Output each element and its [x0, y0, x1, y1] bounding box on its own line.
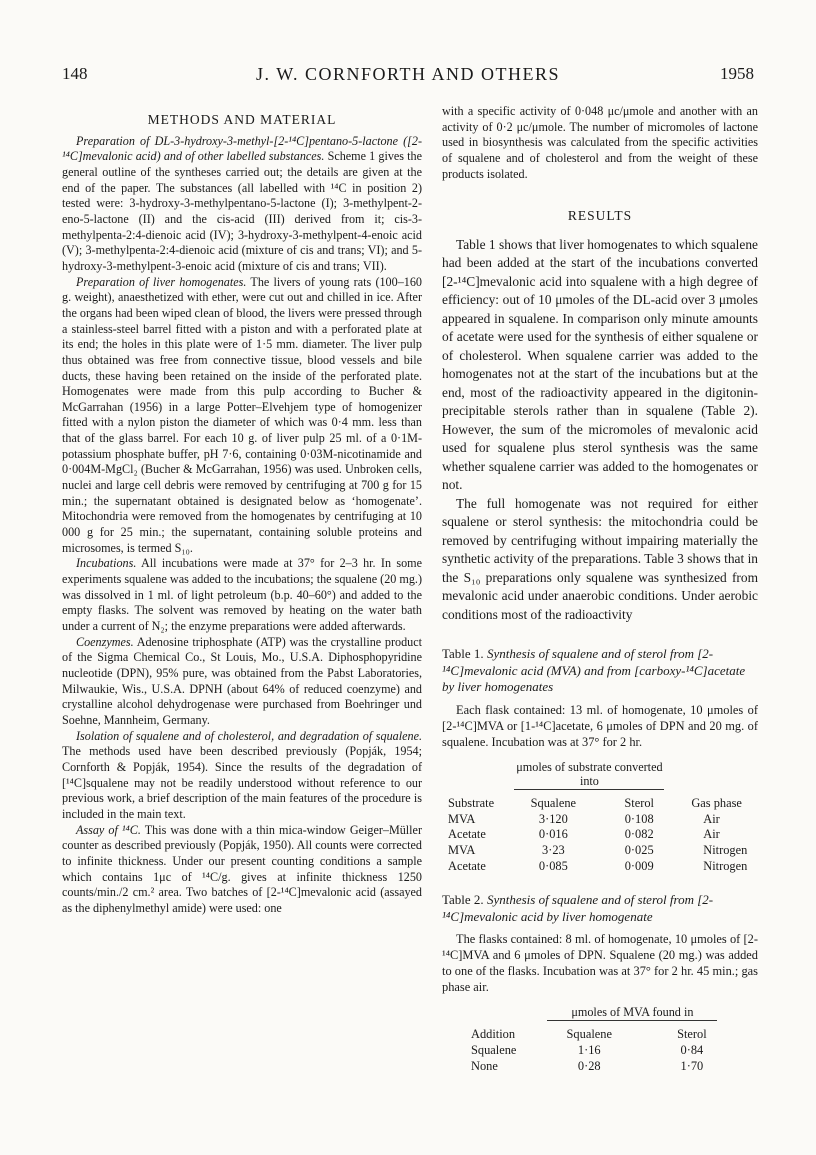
right-column — [442, 104, 758, 1074]
table-row: Squalene 1·16 0·84 — [471, 1042, 704, 1057]
paragraph: Preparation of DL-3-hydroxy-3-methyl-[2-¹⁴C]pentano-5-lactone ([2-¹⁴C]mevalonic acid) and of other labelled substances. Scheme 1 gives the general outline of the syntheses carried out; the details are given at the end of the paper. The substances (all labelled with ¹⁴C in position 2) tested were: 3-hydroxy-3-methylpentano-5-lactone (I); 3-methylpent-2-eno-5-lactone (II) and the cis-acid (III) derived from it; cis-3-methylpenta-2:4-dienoic acid (IV); 3-hydroxy-3-methylpent-4-enoic acid (V); 3-methylpenta-2:4-dienoic acid (mixture of cis and trans; VI); and 5-hydroxy-3-methylpent-3-enoic acid (mixture of cis and trans; VII). — [62, 133, 422, 273]
paragraph: Table 1 shows that liver homogenates to which squalene had been added at the start of the incubations converted [2-¹⁴C]mevalonic acid into squalene with a high degree of efficiency: out of 10 μmoles of the DL-acid over 3 μmoles appeared in squalene. In comparison only minute amounts of acetate were used for the synthesis of either squalene or of cholesterol. When squalene carrier was added to the homogenates not at the start of the incubations but at the end, most of the radioactivity appeared in the digitonin-precipitable sterols rather than in squalene (Table 2). However, the sum of the micromoles of mevalonic acid used for squalene plus sterol synthesis was the same whether squalene carrier was added to the homogenates or not. — [442, 236, 758, 493]
table-row: None 0·28 1·70 — [471, 1058, 704, 1073]
table-row: MVA 3·120 0·108 Air — [448, 811, 720, 826]
table-2 — [442, 892, 758, 1074]
page-number: 148 — [62, 64, 88, 83]
table-2-grid — [465, 1005, 735, 1074]
table-1-grid — [442, 760, 758, 874]
left-column — [62, 104, 422, 916]
paragraph: The full homogenate was not required for either squalene or sterol synthesis: the mitochondria could be removed by centrifuging without impairing materially the synthetic activity of the preparations. Table 3 shows that in the S₁₀ preparations only squalene was synthesized from mevalonic acid under anaerobic conditions. Under aerobic conditions most of the radioactivity — [442, 495, 758, 622]
table-row: MVA 3·23 0·025 Nitrogen — [448, 842, 748, 857]
table-1-note: Each flask contained: 13 ml. of homogenate, 10 μmoles of [2-¹⁴C]MVA or [1-¹⁴C]acetate, 6 μmoles of DPN and 20 mg. of squalene. Incubation was at 37° for 2 hr. — [442, 702, 758, 749]
table-header-row: Substrate Squalene Sterol Gas phase — [448, 795, 742, 810]
table-2-note: The flasks contained: 8 ml. of homogenate, 10 μmoles of [2-¹⁴C]MVA and 6 μmoles of DPN. Squalene (20 mg.) was added to one of the flasks. Incubation was at 37° for 2 hr. 45 min.; gas phase air. — [442, 932, 758, 995]
paragraph: Incubations. All incubations were made at 37° for 2–3 hr. In some experiments squalene was added to the incubations; the squalene (20 mg.) was dissolved in 1 ml. of light petroleum (b.p. 40–60°) and added to the empty flasks. The solvent was removed by heating on the water bath under a current of N₂; the enzyme preparations were added afterwards. — [62, 556, 422, 633]
continued-paragraph: with a specific activity of 0·048 μc/μmole and another with an activity of 0·2 μc/μmole. The number of micromoles of lactone used in biosynthesis was calculated from the specific activities of squalene and of cholesterol and from the weight of these products isolated. — [442, 104, 758, 181]
table-row: Acetate 0·085 0·009 Nitrogen — [448, 858, 748, 873]
paragraph: Assay of ¹⁴C. This was done with a thin mica-window Geiger–Müller counter as described previously (Popják, 1950). All counts were corrected to infinite thickness. Under our present counting conditions a sample which contains 1μc of ¹⁴C/g. gives at infinite thickness 1250 counts/min./2 cm.² area. Two batches of [2-¹⁴C]mevalonic acid (assayed as the diphenylmethyl amide) were used: one — [62, 822, 422, 915]
running-title: J. W. CORNFORTH AND OTHERS — [256, 64, 560, 84]
table-row: Acetate 0·016 0·082 Air — [448, 827, 720, 842]
table-2-caption: Table 2. Synthesis of squalene and of sterol from [2-¹⁴C]mevalonic acid by liver homogenate — [442, 892, 714, 924]
results-section — [442, 208, 758, 624]
paragraph: Isolation of squalene and of cholesterol, and degradation of squalene. The methods used have been described previously (Popják, 1954; Cornforth & Popják, 1954). Since the results of the degradation of [¹⁴C]squalene may not be readily understood without reference to our previous work, a brief description of the main features of the procedure is included in the main text. — [62, 728, 422, 821]
table-1-caption: Table 1. Synthesis of squalene and of sterol from [2-¹⁴C]mevalonic acid (MVA) and from [carboxy-¹⁴C]acetate by liver homogenates — [442, 646, 746, 695]
methods-heading: METHODS AND MATERIAL — [147, 112, 337, 127]
table-2-group-header: μmoles of MVA found in — [530, 1005, 735, 1021]
table-header-row: Addition Squalene Sterol — [471, 1027, 707, 1042]
year: 1958 — [720, 64, 754, 83]
running-header — [62, 64, 754, 88]
paragraph: Coenzymes. Adenosine triphosphate (ATP) was the crystalline product of the Sigma Chemical Co., St Louis, Mo., U.S.A. Diphosphopyridine nucleotide (DPN), 95% pure, was obtained from the Pabst Laboratories, Milwaukie, Wis., U.S.A. DPNH (about 64% of reduced coenzyme) and crystalline alcohol dehydrogenase were purchased from Boehringer und Soehne, Mannheim, Germany. — [62, 634, 422, 727]
table-1 — [442, 646, 758, 874]
paragraph: Preparation of liver homogenates. The livers of young rats (100–160 g. weight), anaesthetized with ether, were cut out and chilled in ice. After the organs had been wiped clean of blood, the livers were pressed through a stainless-steel barrel fitted with a piston and with a perforated plate at its end; the holes in this plate were of 1·5 mm. diameter. The liver pulp thus obtained was free from connective tissue, blood vessels and bile ducts, these having been retained on the inside of the perforated plate. Homogenates were made from this pulp according to Bucher & McGarrahan (1956) in a large Potter–Elvehjem type of homogenizer fitted with a nylon piston the diameter of which was 0·4 mm. less than that of the glass barrel. For each 10 g. of liver pulp 25 ml. of a 0·1M-potassium phosphate buffer, pH 7·6, containing 0·03M-nicotinamide and 0·004M-MgCl₂ (Bucher & McGarrahan, 1956) was used. Unbroken cells, nuclei and large cell debris were removed by centrifuging at 700 g for 15 min.; the supernatant obtained is designated below as ‘homogenate’. Mitochondria were removed from the homogenates by centrifuging at 10 000 g for 25 min.; the supernatant, containing soluble proteins and microsomes, is termed S₁₀. — [62, 274, 422, 555]
table-1-group-header: μmoles of substrate converted into — [516, 759, 663, 788]
results-heading: RESULTS — [567, 208, 633, 224]
